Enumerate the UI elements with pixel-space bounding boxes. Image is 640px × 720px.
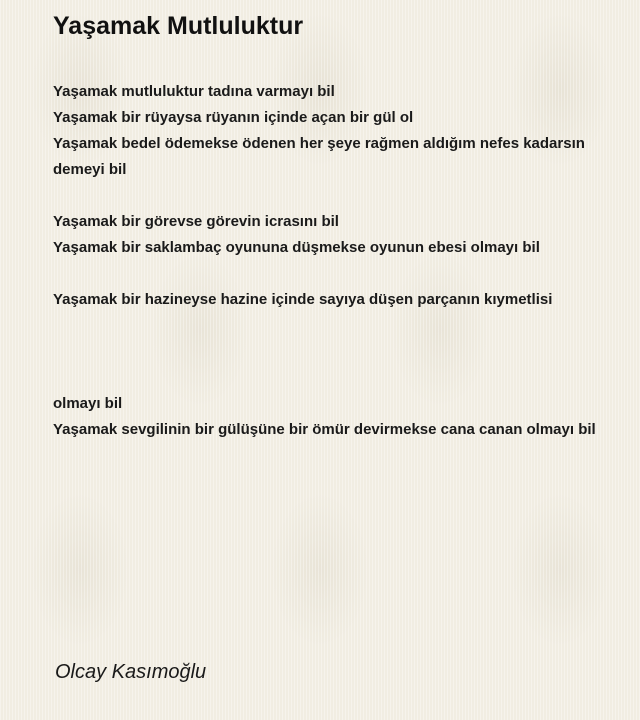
poem-body [53, 79, 638, 443]
poem-title: Yaşamak Mutluluktur [53, 12, 304, 40]
stanza-break [53, 183, 638, 209]
poem-author: Olcay Kasımoğlu [55, 661, 207, 683]
poem-line: Yaşamak sevgilinin bir gülüşüne bir ömür devirmekse cana canan olmayı bil [53, 421, 596, 438]
poem-line: Yaşamak mutluluktur tadına varmayı bil [53, 83, 335, 100]
stanza-break [53, 261, 638, 287]
poem-line: olmayı bil [53, 395, 123, 412]
stanza-break [53, 313, 638, 391]
poem-line: Yaşamak bir görevse görevin icrasını bil [53, 213, 339, 230]
poem-line: Yaşamak bedel ödemekse ödenen her şeye rağmen aldığım nefes kadarsın demeyi bil [53, 135, 585, 178]
poem-line: Yaşamak bir saklambaç oyununa düşmekse oyunun ebesi olmayı bil [53, 239, 540, 256]
poem-line: Yaşamak bir rüyaysa rüyanın içinde açan bir gül ol [53, 109, 414, 126]
poem-line: Yaşamak bir hazineyse hazine içinde sayıya düşen parçanın kıymetlisi [53, 291, 553, 308]
